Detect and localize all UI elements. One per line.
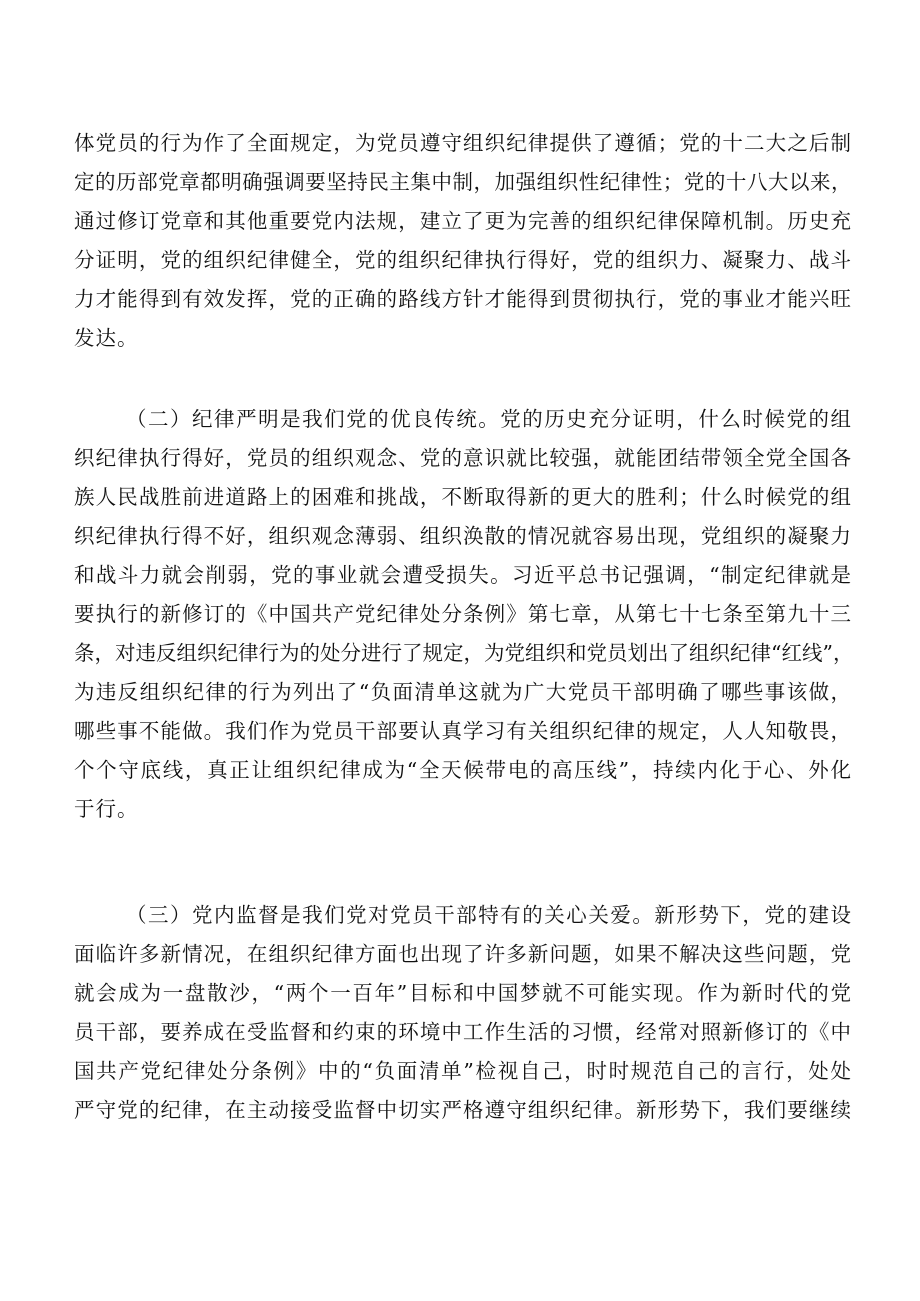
text-line: 个个守底线，真正让组织纪律成为“全天候带电的高压线”，持续内化于心、外化 — [74, 758, 852, 782]
text-line: 为违反组织纪律的行为列出了“负面清单这就为广大党员干部明确了哪些事该做， — [74, 680, 852, 704]
paragraph-2 — [74, 400, 852, 829]
text-line: 要执行的新修订的《中国共产党纪律处分条例》第七章，从第七十七条至第九十三 — [74, 602, 852, 626]
text-line: （二）纪律严明是我们党的优良传统。党的历史充分证明，什么时候党的组 — [126, 407, 852, 431]
text-line: 定的历部党章都明确强调要坚持民主集中制，加强组织性纪律性；党的十八大以来， — [74, 170, 852, 194]
text-line: 面临许多新情况，在组织纪律方面也出现了许多新问题，如果不解决这些问题，党 — [74, 942, 852, 966]
text-line: 体党员的行为作了全面规定，为党员遵守组织纪律提供了遵循；党的十二大之后制 — [74, 131, 852, 155]
text-line: 发达。 — [74, 326, 139, 350]
text-line: 严守党的纪律，在主动接受监督中切实严格遵守组织纪律。新形势下，我们要继续 — [74, 1098, 852, 1122]
text-line: 于行。 — [74, 797, 139, 821]
text-line: 和战斗力就会削弱，党的事业就会遭受损失。习近平总书记强调，“制定纪律就是 — [74, 563, 852, 587]
paragraph-1 — [74, 124, 852, 358]
text-line: 通过修订党章和其他重要党内法规，建立了更为完善的组织纪律保障机制。历史充 — [74, 209, 852, 233]
text-line: 条，对违反组织纪律行为的处分进行了规定，为党组织和党员划出了组织纪律“红线”， — [74, 641, 854, 665]
text-line: 分证明，党的组织纪律健全，党的组织纪律执行得好，党的组织力、凝聚力、战斗 — [74, 248, 852, 272]
text-line: 就会成为一盘散沙，“两个一百年”目标和中国梦就不可能实现。作为新时代的党 — [74, 981, 852, 1005]
paragraph-3 — [74, 896, 852, 1130]
text-line: 织纪律执行得好，党员的组织观念、党的意识就比较强，就能团结带领全党全国各 — [74, 446, 852, 470]
text-line: 族人民战胜前进道路上的困难和挑战，不断取得新的更大的胜利；什么时候党的组 — [74, 485, 852, 509]
text-line: 力才能得到有效发挥，党的正确的路线方针才能得到贯彻执行，党的事业才能兴旺 — [74, 287, 852, 311]
text-line: 织纪律执行得不好，组织观念薄弱、组织涣散的情况就容易出现，党组织的凝聚力 — [74, 524, 852, 548]
text-line: 国共产党纪律处分条例》中的“负面清单”检视自己，时时规范自己的言行，处处 — [74, 1059, 852, 1083]
text-line: （三）党内监督是我们党对党员干部特有的关心关爱。新形势下，党的建设 — [126, 903, 852, 927]
text-line: 哪些事不能做。我们作为党员干部要认真学习有关组织纪律的规定，人人知敬畏， — [74, 719, 852, 743]
text-line: 员干部，要养成在受监督和约束的环境中工作生活的习惯，经常对照新修订的《中 — [74, 1020, 852, 1044]
